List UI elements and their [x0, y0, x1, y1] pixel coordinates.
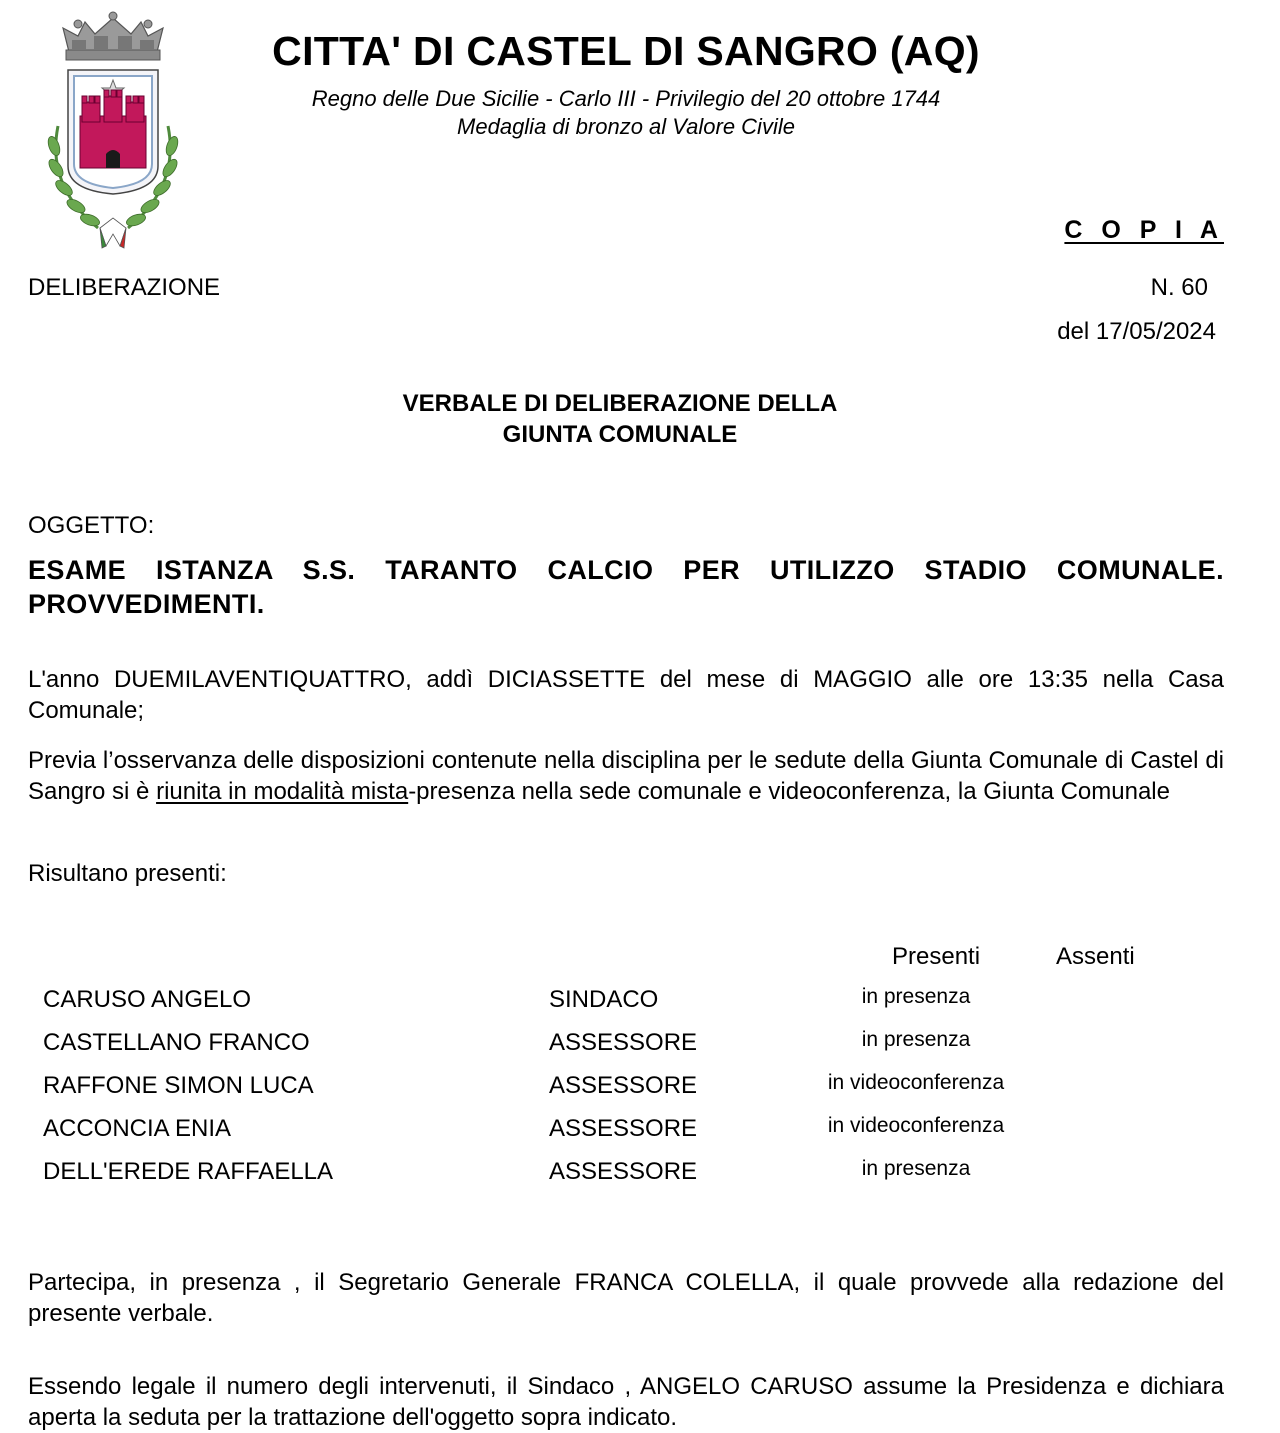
member-status: in presenza: [861, 1157, 971, 1180]
member-name: RAFFONE SIMON LUCA: [43, 1072, 314, 1099]
member-name: ACCONCIA ENIA: [43, 1115, 232, 1142]
session-date-paragraph: L'anno DUEMILAVENTIQUATTRO, addì DICIASSETTE del mese di MAGGIO alle ore 13:35 nella Casa Comunale;: [28, 666, 1224, 724]
member-role: SINDACO: [549, 986, 659, 1013]
crown-icon: [63, 12, 163, 60]
city-title: CITTA' DI CASTEL DI SANGRO (AQ): [272, 28, 980, 74]
header-subtitle-history: Regno delle Due Sicilie - Carlo III - Privilegio del 20 ottobre 1744: [311, 86, 941, 111]
attendance-intro: Risultano presenti:: [28, 860, 227, 887]
member-role: ASSESSORE: [549, 1029, 698, 1056]
column-header-present: Presenti: [892, 943, 981, 970]
session-mode-text-end: -presenza nella sede comunale e videoconferenza, la Giunta Comunale: [408, 777, 1170, 805]
member-role: ASSESSORE: [549, 1115, 698, 1142]
member-status: in presenza: [861, 985, 971, 1008]
deliberation-label: DELIBERAZIONE: [28, 274, 221, 301]
member-role: ASSESSORE: [549, 1072, 698, 1099]
deliberation-number: N. 60: [1150, 274, 1208, 301]
member-name: CARUSO ANGELO: [43, 986, 252, 1013]
session-mode-paragraph: [28, 746, 1224, 807]
secretary-paragraph: Partecipa, in presenza , il Segretario Generale FRANCA COLELLA, il quale provvede alla redazione del presente verbale.: [28, 1269, 1224, 1327]
member-status: in videoconferenza: [827, 1114, 1005, 1137]
member-name: DELL'EREDE RAFFAELLA: [43, 1158, 334, 1185]
presidency-paragraph: Essendo legale il numero degli intervenuti, il Sindaco , ANGELO CARUSO assume la Presidenza e dichiara aperta la seduta per la trattazione dell'oggetto sopra indicato.: [28, 1373, 1224, 1431]
deliberation-date: del 17/05/2024: [1057, 318, 1216, 345]
coat-of-arms-icon: [28, 6, 198, 254]
session-mode-underlined: riunita in modalità mista: [156, 777, 409, 805]
document-heading-line-2: GIUNTA COMUNALE: [502, 421, 738, 448]
member-name: CASTELLANO FRANCO: [43, 1029, 310, 1056]
member-status: in videoconferenza: [827, 1071, 1005, 1094]
subject-label: OGGETTO:: [28, 512, 155, 539]
header-subtitle-medal: Medaglia di bronzo al Valore Civile: [457, 114, 795, 139]
subject-text: ESAME ISTANZA S.S. TARANTO CALCIO PER UTILIZZO STADIO COMUNALE. PROVVEDIMENTI.: [28, 555, 1224, 619]
member-role: ASSESSORE: [549, 1158, 698, 1185]
copy-stamp: C O P I A: [1064, 216, 1224, 244]
member-status: in presenza: [861, 1028, 971, 1051]
session-mode-text-start: Previa l’osservanza delle disposizioni contenute nella disciplina per le sedute della Giunta Comunale di Castel di Sangro si è: [28, 747, 1224, 805]
document-heading-line-1: VERBALE DI DELIBERAZIONE DELLA: [402, 390, 838, 417]
column-header-absent: Assenti: [1056, 943, 1135, 970]
